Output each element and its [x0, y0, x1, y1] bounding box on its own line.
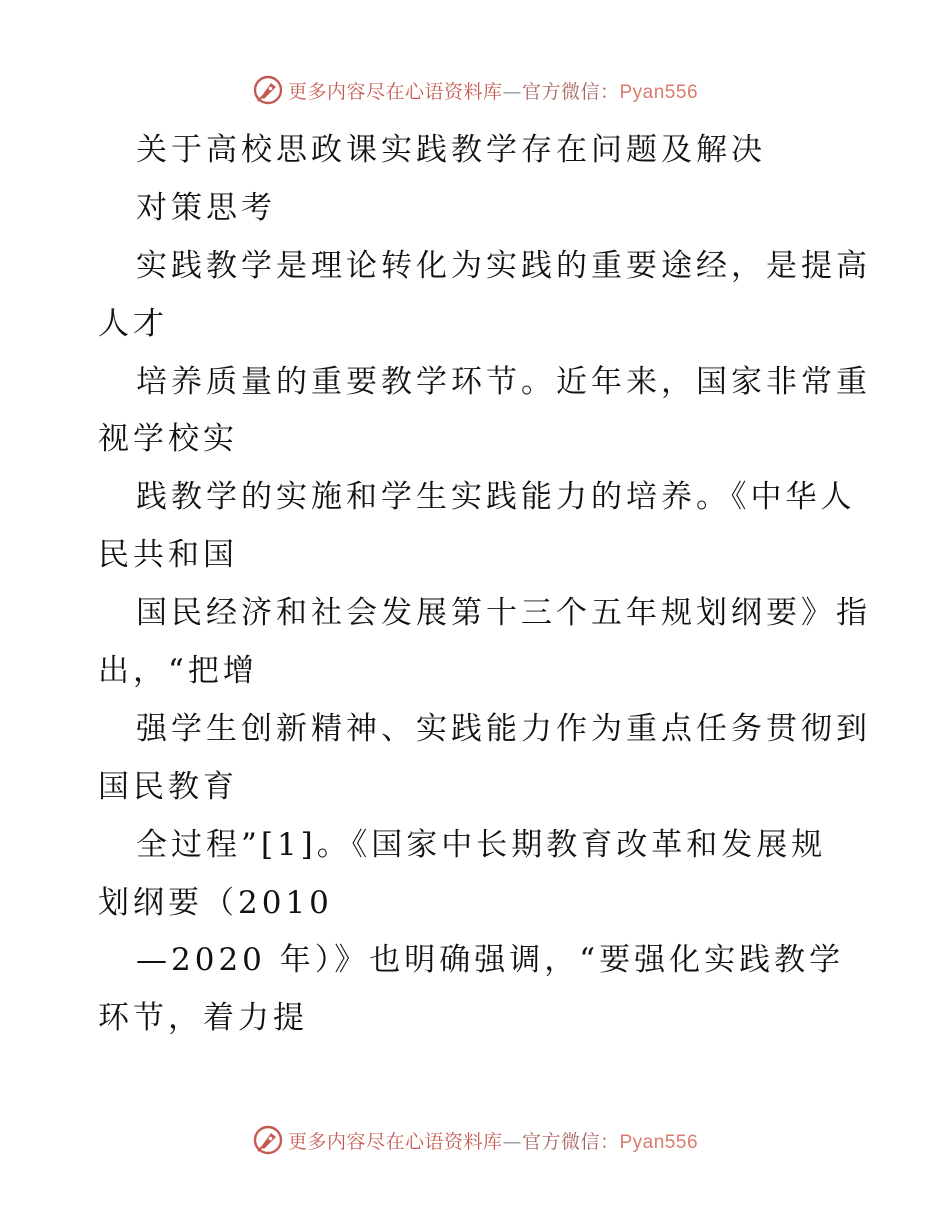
- watermark-text: [288, 77, 698, 104]
- text-line: 强学生创新精神、实践能力作为重点任务贯彻到: [136, 710, 871, 747]
- text-line: 国民经济和社会发展第十三个五年规划纲要》指: [136, 595, 871, 632]
- document-body: [98, 122, 871, 1048]
- text-line: 环节，着力提: [98, 1000, 308, 1037]
- watermark-dash: —: [502, 1130, 522, 1153]
- pen-nib-logo-icon: [252, 1124, 284, 1156]
- text-line: 培养质量的重要教学环节。近年来，国家非常重: [136, 363, 871, 400]
- text-line: 视学校实: [98, 421, 238, 458]
- footer-watermark: [0, 1122, 950, 1158]
- watermark-dash: —: [502, 80, 522, 103]
- watermark-brand: 更多内容尽在心语资料库: [287, 1130, 503, 1153]
- text-line: 划纲要（2010: [98, 884, 333, 921]
- text-line: 人才: [98, 305, 168, 342]
- text-line: 全过程”[1]。《国家中长期教育改革和发展规: [136, 826, 827, 863]
- text-line: 对策思考: [136, 189, 276, 226]
- text-line: 民共和国: [98, 537, 238, 574]
- header-watermark: [0, 72, 950, 108]
- text-line: 践教学的实施和学生实践能力的培养。《中华人: [136, 479, 856, 516]
- text-line: 实践教学是理论转化为实践的重要途经，是提高: [136, 247, 871, 284]
- text-line: —2020 年）》也明确强调，“要强化实践教学: [136, 942, 845, 979]
- watermark-wechat-id: Pyan556: [619, 81, 699, 103]
- watermark-wechat-label: 官方微信：: [521, 80, 620, 103]
- text-line: 出，“把增: [98, 653, 258, 690]
- watermark-wechat-label: 官方微信：: [521, 1130, 620, 1153]
- pen-nib-logo-icon: [252, 74, 284, 106]
- text-line: 关于高校思政课实践教学存在问题及解决: [136, 132, 766, 168]
- watermark-text: [288, 1127, 698, 1154]
- watermark-brand: 更多内容尽在心语资料库: [287, 80, 503, 103]
- watermark-wechat-id: Pyan556: [619, 1131, 699, 1153]
- text-line: 国民教育: [98, 768, 238, 805]
